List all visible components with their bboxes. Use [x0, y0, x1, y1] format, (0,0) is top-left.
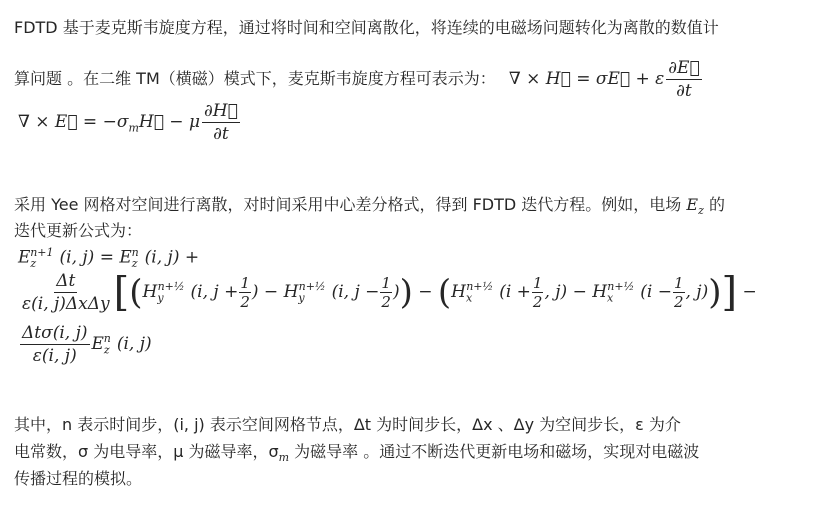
eq2-lhs: ∇ × E⃗ = −σ	[18, 112, 129, 132]
fdtd-update-row-1: $E_z^{n+1}$ (i, $j) = E_z^n$ (i, j) +	[18, 246, 200, 271]
fdtd-update-row-3: $\frac{\text{Δtσ(i, j)}}{\varepsilon(i, j)}$ $E_z^n$ (i, j)	[22, 323, 152, 366]
row3-denominator: ε(i, j)	[32, 346, 77, 366]
paragraph-2-line-1a: 采用 Yee 网格对空间进行离散，对时间采用中心差分格式，得到 FDTD 迭代方程。例如，电场	[14, 195, 687, 214]
paragraph-1-line-1: FDTD 基于麦克斯韦旋度方程，通过将时间和空间离散化，将连续的电磁场问题转化为离散的数值计	[14, 18, 719, 37]
paragraph-2-line-1	[14, 194, 725, 222]
maxwell-equation-2	[18, 100, 242, 145]
paragraph-3-sub: m	[278, 451, 290, 465]
eq2-numerator: ∂H⃗	[204, 101, 238, 121]
coef-numerator: Δt	[56, 271, 76, 291]
coef-denominator: ε(i, j)ΔxΔy	[22, 294, 110, 314]
half-fraction-4: $\frac{1}{2}$	[673, 274, 684, 311]
coef-fraction	[20, 270, 112, 315]
paragraph-2-sub: z	[698, 204, 704, 218]
eq2-subscript: m	[128, 121, 139, 135]
paragraph-3-line-2	[14, 441, 699, 469]
eq2-denominator: ∂t	[213, 124, 229, 144]
half-fraction-2: $\frac{1}{2}$	[381, 274, 391, 311]
eq1-denominator: ∂t	[676, 81, 692, 101]
eq1-numerator: ∂E⃗	[668, 58, 700, 78]
eq2-fraction	[202, 100, 240, 145]
paragraph-2-line-2: 迭代更新公式为：	[14, 221, 143, 240]
paragraph-3-line-2a: 电常数，σ 为电导率，μ 为磁导率，σ	[14, 442, 279, 461]
paragraph-3-line-2b: 为磁导率 。通过不断迭代更新电场和磁场，实现对电磁波	[289, 442, 700, 461]
paragraph-3-line-1: 其中，n 表示时间步，(i, j) 表示空间网格节点，Δt 为时间步长，Δx 、Δy 为空间步长，ε 为介	[14, 415, 681, 434]
row3-numerator: Δtσ(i, j)	[22, 323, 88, 343]
half-fraction-1: $\frac{1}{2}$	[240, 274, 250, 311]
fdtd-update-row-2: $\frac{\Delta t}{\text{ε(i, j)ΔxΔy}}$ [($H_y^{n+\frac{1}{2}}$ (i, j + $\frac{1}{2}$ ) − $H_y^{n+\frac{1}{2}}$ (i, j − $\frac{1}{2}$ )) − ($H_x^{n+\frac{1}{2}}$ (i + $\frac{1}{2}$ , $j) - H_x^{n+\frac{1}{2}}$ (i − $\frac{1}{2}$ , j))] −	[22, 269, 757, 316]
paragraph-2-line-1b: 的	[703, 195, 725, 214]
maxwell-equation-1	[508, 58, 704, 101]
paragraph-2-var: E	[686, 195, 699, 214]
eq1-lhs: ∇ × H⃗ = σE⃗ + ε	[508, 69, 665, 89]
half-fraction-3: $\frac{1}{2}$	[532, 274, 543, 311]
eq2-mid: H⃗ − μ	[138, 112, 201, 132]
paragraph-3-line-3: 传播过程的模拟。	[14, 469, 143, 488]
paragraph-1-line-2-text: 算问题 。在二维 TM（横磁）模式下，麦克斯韦旋度方程可表示为：	[14, 69, 496, 88]
paragraph-1-line-2	[14, 57, 704, 102]
row3-fraction	[20, 322, 90, 367]
eq1-fraction	[666, 57, 701, 102]
